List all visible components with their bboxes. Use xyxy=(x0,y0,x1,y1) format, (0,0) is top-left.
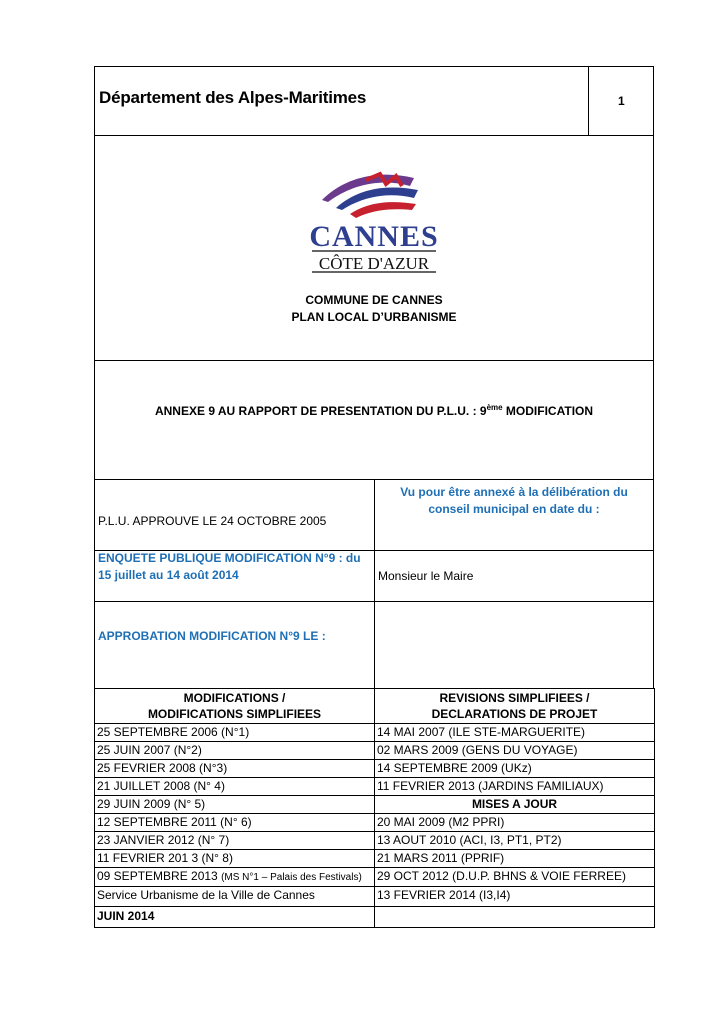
table-cell-date: 09 SEPTEMBRE 2013 xyxy=(97,869,218,883)
table-cell: 02 MARS 2009 (GENS DU VOYAGE) xyxy=(375,742,655,760)
table-cell: 12 SEPTEMBRE 2011 (N° 6) xyxy=(95,814,375,832)
left-header-line-1: MODIFICATIONS / xyxy=(183,691,286,705)
table-cell: Service Urbanisme de la Ville de Cannes xyxy=(95,887,375,907)
table-row xyxy=(95,724,655,742)
plu-approved-text: P.L.U. APPROUVE LE 24 OCTOBRE 2005 xyxy=(98,514,327,528)
table-cell: 23 JANVIER 2012 (N° 7) xyxy=(95,832,375,850)
annexe-text: ANNEXE 9 AU RAPPORT DE PRESENTATION DU P.L.U. : 9 xyxy=(154,404,487,418)
left-header-line-2: MODIFICATIONS SIMPLIFIEES xyxy=(147,707,322,721)
right-header-line-2: DECLARATIONS DE PROJET xyxy=(431,707,598,721)
table-cell: 25 FEVRIER 2008 (N°3) xyxy=(95,760,375,778)
logo-cote-text: CÔTE D'AZUR xyxy=(318,254,430,273)
table-row xyxy=(95,868,655,887)
vu-text xyxy=(374,484,654,518)
table-row xyxy=(95,832,655,850)
annexe-sup: ème xyxy=(486,403,503,412)
table-cell: 11 FEVRIER 201 3 (N° 8) xyxy=(95,850,375,868)
annexe-box xyxy=(94,360,654,480)
mises-a-jour-header: MISES A JOUR xyxy=(375,796,655,814)
vu-line-2: conseil municipal en date du : xyxy=(428,502,600,516)
table-cell-note: (MS N°1 – Palais des Festivals) xyxy=(221,872,362,883)
table-cell: 13 FEVRIER 2014 (I3,I4) xyxy=(375,887,655,907)
commune-line-2: PLAN LOCAL D’URBANISME xyxy=(291,310,457,324)
left-column-header xyxy=(95,689,375,724)
table-cell: 14 SEPTEMBRE 2009 (UKz) xyxy=(375,760,655,778)
table-row xyxy=(95,742,655,760)
table-cell: 14 MAI 2007 (ILE STE-MARGUERITE) xyxy=(375,724,655,742)
modifications-table xyxy=(94,688,655,928)
annexe-suffix: MODIFICATION xyxy=(502,404,594,418)
page-title: Département des Alpes-Maritimes xyxy=(99,88,367,107)
table-row xyxy=(95,814,655,832)
commune-title xyxy=(94,292,654,326)
approbation-sign-cell xyxy=(374,601,654,689)
enquete-text xyxy=(98,550,361,584)
table-row xyxy=(95,778,655,796)
table-cell-footer: JUIN 2014 xyxy=(95,907,375,928)
table-cell: 29 JUIN 2009 (N° 5) xyxy=(95,796,375,814)
annexe-title xyxy=(94,403,654,418)
table-row xyxy=(95,796,655,814)
enquete-line-2: 15 juillet au 14 août 2014 xyxy=(98,568,239,582)
maire-text: Monsieur le Maire xyxy=(378,569,474,583)
table-cell xyxy=(95,868,375,887)
approbation-text: APPROBATION MODIFICATION N°9 LE : xyxy=(98,629,326,643)
table-cell: 21 MARS 2011 (PPRIF) xyxy=(375,850,655,868)
right-column-header xyxy=(375,689,655,724)
vu-line-1: Vu pour être annexé à la délibération du xyxy=(400,485,628,499)
table-cell: 25 JUIN 2007 (N°2) xyxy=(95,742,375,760)
table-row xyxy=(95,850,655,868)
cannes-logo xyxy=(306,170,442,274)
approbation-cell xyxy=(94,601,375,689)
table-cell: 11 FEVRIER 2013 (JARDINS FAMILIAUX) xyxy=(375,778,655,796)
table-header-row xyxy=(95,689,655,724)
table-row xyxy=(95,907,655,928)
page-number: 1 xyxy=(618,94,625,108)
table-cell xyxy=(375,907,655,928)
table-cell: 20 MAI 2009 (M2 PPRI) xyxy=(375,814,655,832)
table-row xyxy=(95,887,655,907)
table-row xyxy=(95,760,655,778)
logo-cannes-text: CANNES xyxy=(309,220,439,253)
enquete-line-1: ENQUETE PUBLIQUE MODIFICATION N°9 : du xyxy=(98,551,361,565)
table-cell: 13 AOUT 2010 (ACI, I3, PT1, PT2) xyxy=(375,832,655,850)
right-header-line-1: REVISIONS SIMPLIFIEES / xyxy=(439,691,590,705)
commune-line-1: COMMUNE DE CANNES xyxy=(305,293,443,307)
table-cell: 25 SEPTEMBRE 2006 (N°1) xyxy=(95,724,375,742)
table-cell: 29 OCT 2012 (D.U.P. BHNS & VOIE FERREE) xyxy=(375,868,655,887)
table-cell: 21 JUILLET 2008 (N° 4) xyxy=(95,778,375,796)
